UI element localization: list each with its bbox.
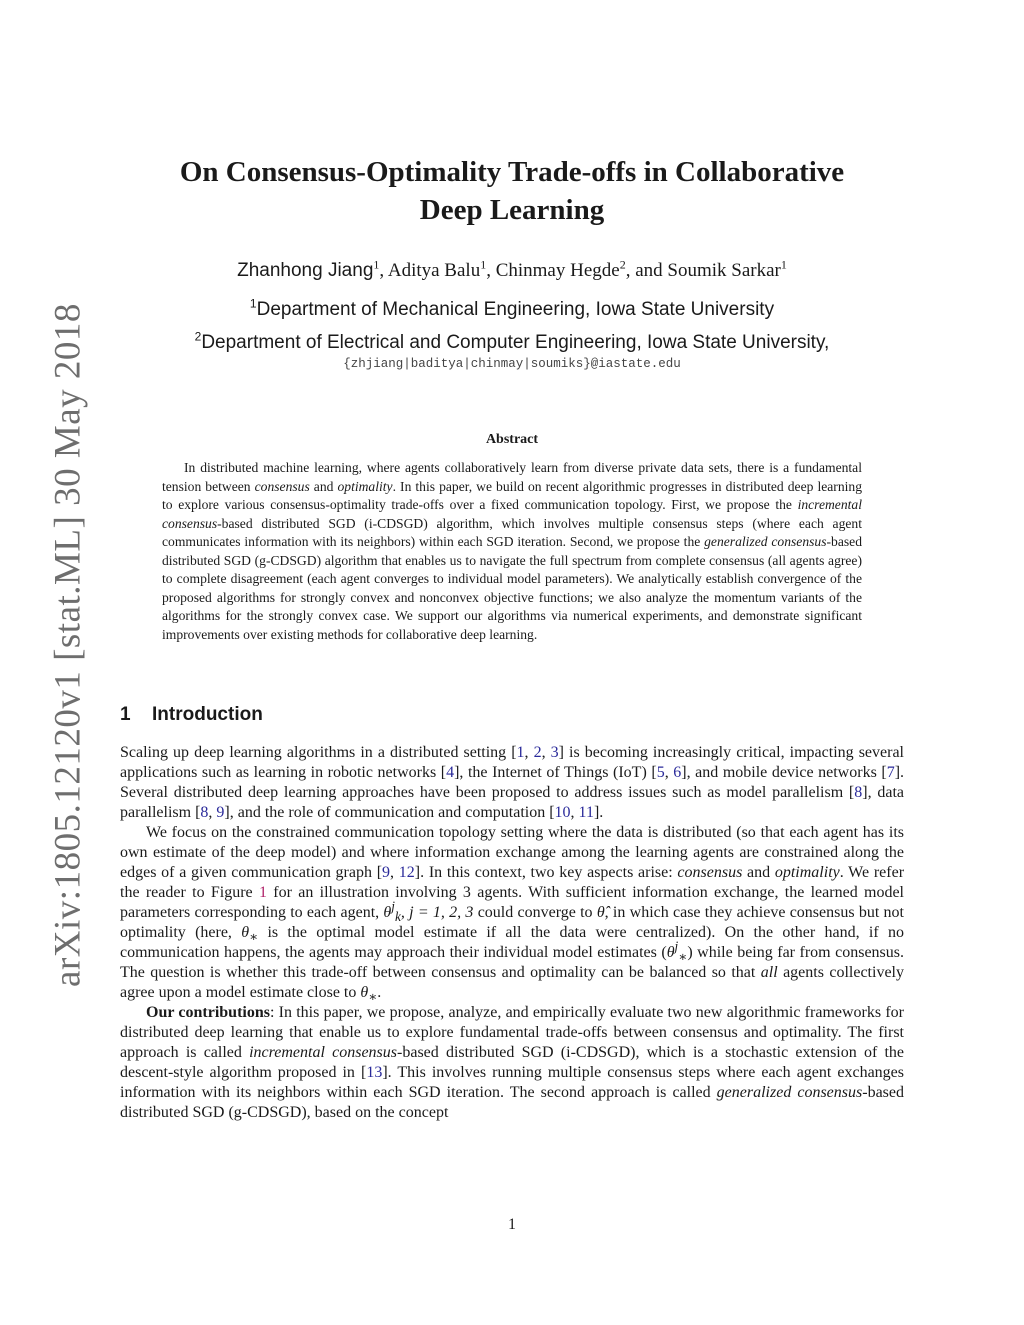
text: , (664, 764, 674, 781)
abstract-text: and (309, 478, 338, 494)
text: ]. This involves running multiple consensus steps where each agent exchanges information with its neighbors within each SGD iteration. The second approach is called (120, 1064, 905, 1101)
text: -based distributed SGD (g-CDSGD), based on the concept (120, 1084, 905, 1121)
text: -based distributed SGD (i-CDSGD), which is a stochastic extension of the descent-style algorithm proposed in [ (120, 1044, 905, 1081)
author-name: Chinmay Hegde (495, 260, 620, 281)
text: ] is becoming increasingly critical, impacting several applications such as learning in robotic networks [ (120, 744, 905, 781)
author-affiliation-mark: 1 (480, 257, 487, 272)
emphasis: optimality (774, 864, 840, 881)
text: ]. (593, 804, 604, 821)
emphasis: all (760, 964, 778, 981)
title-line-2: Deep Learning (419, 194, 605, 226)
math-theta-star: $\theta_∗$ (360, 984, 378, 1005)
abstract-heading: Abstract (485, 432, 539, 447)
text: ) while being far from consensus. The question is whether this trade-off between consensus and optimality can be balanced so that (120, 944, 905, 981)
text: , (541, 744, 551, 761)
introduction-body (120, 743, 904, 1123)
affiliation-text: Department of Mechanical Engineering, Iowa State University (256, 299, 775, 320)
text: We focus on the constrained communication topology setting where the data is distributed (so that each agent has its own estimate of the deep model) and where information exchange among the learning agents are constrained along the edges of a given communication graph [ (120, 824, 904, 881)
citation-link[interactable]: 9 (382, 864, 391, 881)
abstract-emphasis: incremental consensus (162, 497, 862, 531)
abstract-emphasis: generalized consensus (704, 534, 827, 549)
citation-link[interactable]: 13 (366, 1064, 383, 1081)
paragraph (120, 823, 904, 1003)
citation-link[interactable]: 12 (398, 864, 415, 881)
abstract-emphasis: optimality (337, 478, 393, 494)
author-affiliation-mark: 1 (373, 257, 380, 272)
citation-link[interactable]: 1 (516, 744, 525, 761)
citation-link[interactable]: 8 (200, 804, 209, 821)
separator: , (486, 260, 496, 281)
text: : In this paper, we propose, analyze, and empirically evaluate two new algorithmic frameworks for distributed deep learning that enable us to explore fundamental trade-offs between consensus and optimality. The first approach is called (120, 1004, 904, 1061)
math-theta-star: $\theta_∗$ (241, 924, 259, 945)
citation-link[interactable]: 4 (446, 764, 455, 781)
math-theta-jk: $\theta^j_k$, j = 1, 2, 3 (383, 898, 474, 925)
emphasis: generalized consensus (716, 1084, 863, 1101)
abstract-text: . In this paper, we build on recent algorithmic progresses in distributed deep learning to explore various consensus-optimality trade-offs over a fixed communication topology. First, we propose the (162, 478, 862, 512)
section-number: 1 (120, 704, 131, 725)
section-heading (120, 704, 263, 726)
text: ]. In this context, two key aspects arise: (414, 864, 678, 881)
figure-link[interactable]: 1 (258, 884, 267, 901)
text: agents collectively agree upon a model estimate close to (120, 964, 904, 1001)
abstract-text: -based distributed SGD (g-CDSGD) algorithm that enables us to navigate the full spectrum from complete consensus (all agents agree) to complete disagreement (each agent converges to individual model parameters). We analytically establish convergence of the proposed algorithms for strongly convex and nonconvex objective functions; we also analyze the momentum variants of the algorithms for the strongly convex case. We support our algorithms via numerical experiments, and demonstrate significant improvements over existing methods for collaborative deep learning. (162, 534, 862, 642)
text: . We refer the reader to Figure (120, 864, 905, 901)
author-affiliation-mark: 2 (619, 257, 626, 272)
abstract-emphasis: consensus (254, 478, 310, 494)
emphasis: consensus (677, 864, 743, 881)
separator: , and (625, 260, 668, 281)
arxiv-identifier: arXiv:1805.12120v1 [stat.ML] 30 May 2018 (47, 303, 89, 987)
text: , (570, 804, 579, 821)
paper-title (120, 153, 904, 229)
citation-link[interactable]: 9 (216, 804, 225, 821)
math-theta-star-j: $\theta^j_∗$ (666, 938, 688, 965)
paragraph (120, 743, 904, 823)
section-title: Introduction (152, 704, 263, 725)
text: ]. Several distributed deep learning approaches have been proposed to address issues such as model parallelism [ (120, 764, 905, 801)
separator: , (379, 260, 388, 281)
text: , (208, 804, 217, 821)
text: ], and the role of communication and computation [ (224, 804, 555, 821)
text: ], and mobile device networks [ (681, 764, 887, 781)
affiliation-1 (120, 298, 904, 322)
text: could converge to (473, 904, 597, 921)
math-theta-hat: θ̂ (596, 904, 605, 921)
text: , (390, 864, 399, 881)
abstract-text: In distributed machine learning, where agents collaboratively learn from diverse private data sets, there is a fundamental tension between (162, 460, 862, 494)
text: ], data parallelism [ (120, 784, 905, 821)
citation-link[interactable]: 10 (554, 804, 571, 821)
abstract-body (162, 459, 862, 644)
citation-link[interactable]: 8 (854, 784, 863, 801)
title-line-1: On Consensus-Optimality Trade-offs in Collaborative (179, 156, 845, 188)
citation-link[interactable]: 7 (886, 764, 895, 781)
citation-link[interactable]: 11 (578, 804, 594, 821)
citation-link[interactable]: 2 (533, 744, 542, 761)
text: Scaling up deep learning algorithms in a distributed setting [ (120, 744, 517, 761)
text: , (524, 744, 534, 761)
affiliation-text: Department of Electrical and Computer Engineering, Iowa State University, (201, 332, 830, 353)
text: , in which case they achieve consensus but not optimality (here, (120, 904, 904, 941)
citation-link[interactable]: 3 (550, 744, 559, 761)
text: ], the Internet of Things (IoT) [ (454, 764, 657, 781)
author-emails: {zhjiang|baditya|chinmay|soumiks}@iastate.edu (343, 357, 681, 371)
author-name: Aditya Balu (387, 260, 481, 281)
author-name: Zhanhong Jiang (237, 260, 374, 281)
citation-link[interactable]: 6 (673, 764, 682, 781)
author-name: Soumik Sarkar (667, 260, 781, 281)
author-affiliation-mark: 1 (780, 257, 787, 272)
affiliation-2 (120, 331, 904, 355)
paragraph (120, 1003, 904, 1123)
text: . (377, 984, 382, 1001)
citation-link[interactable]: 5 (656, 764, 665, 781)
affiliation-mark: 2 (194, 329, 202, 344)
text: for an illustration involving 3 agents. With sufficient information exchange, the learned model parameters corresponding to each agent, (120, 884, 904, 921)
page-number: 1 (508, 1216, 516, 1233)
emphasis: incremental consensus (249, 1044, 398, 1061)
bold-lead: Our contributions (146, 1004, 270, 1021)
text: and (742, 864, 775, 881)
affiliation-mark: 1 (249, 296, 257, 311)
author-list (120, 258, 904, 284)
text: is the optimal model estimate if all the data were centralized). On the other hand, if no communication happens, the agents may approach their individual model estimates ( (120, 924, 904, 961)
abstract-text: -based distributed SGD (i-CDSGD) algorithm, which involves multiple consensus steps (where each agent communicates information with its neighbors) within each SGD iteration. Second, we propose the (162, 515, 862, 549)
